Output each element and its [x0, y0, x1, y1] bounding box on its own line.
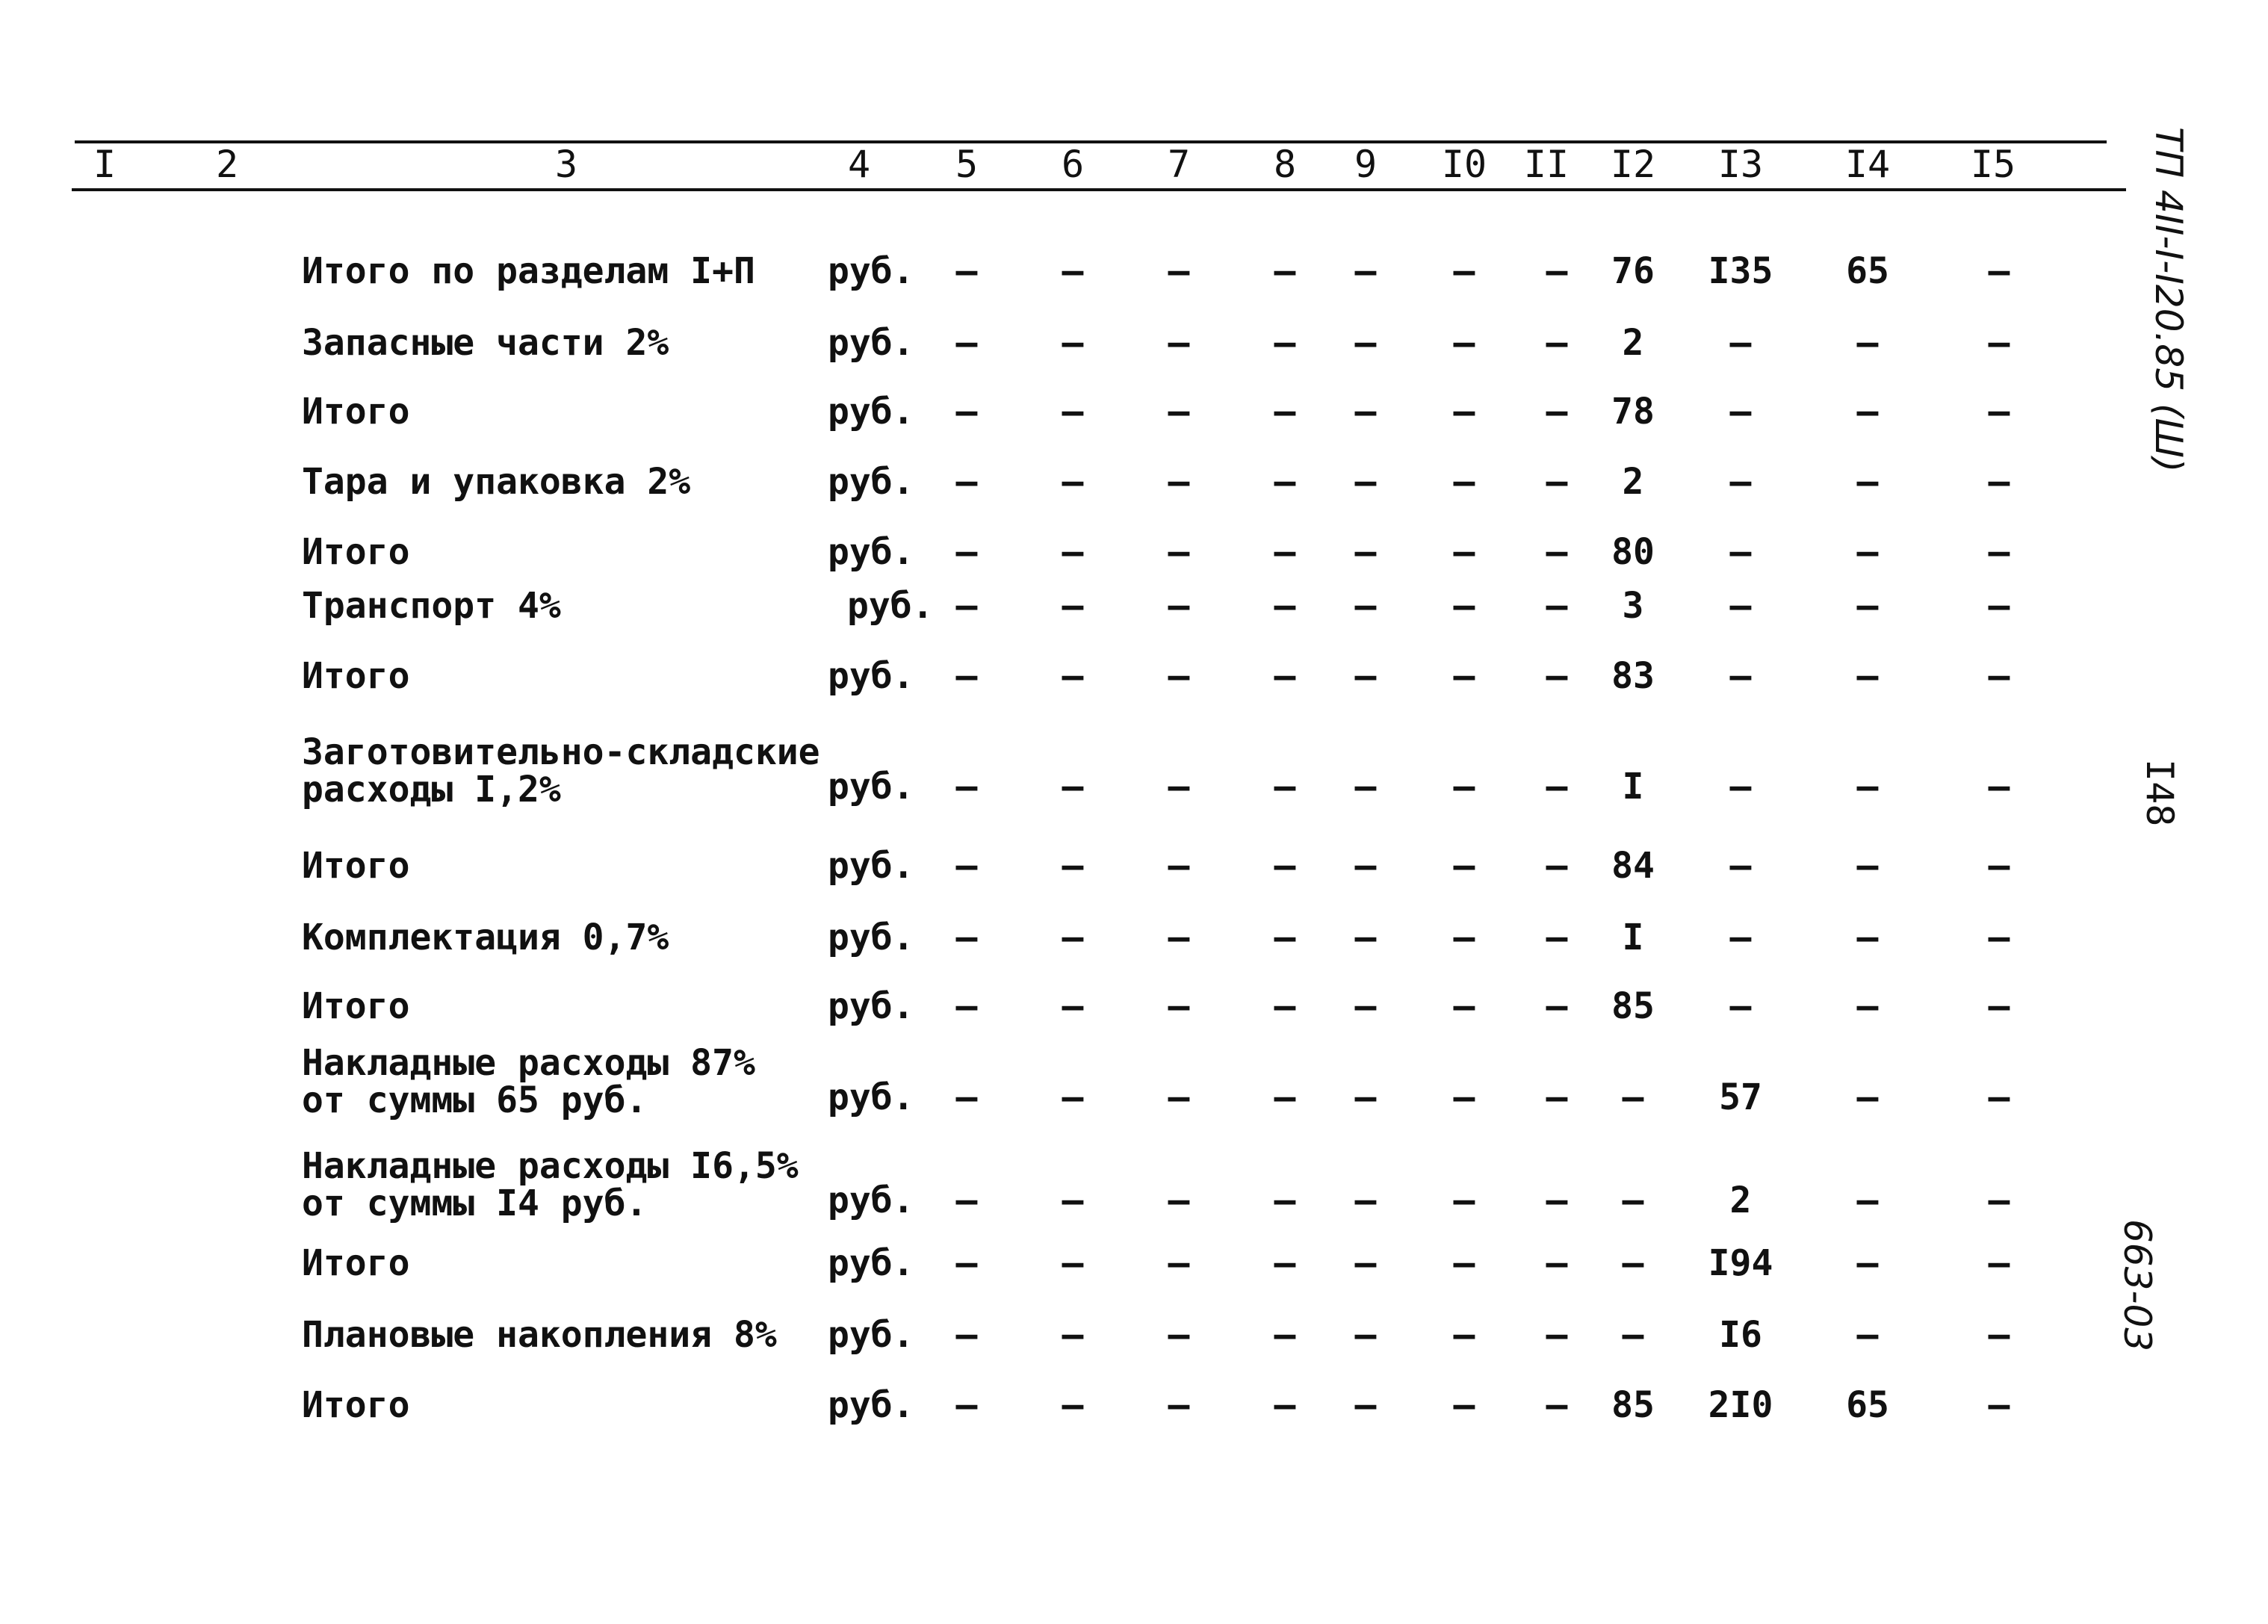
row-value-c11: – [1546, 531, 1568, 573]
row-value-c15: – [1988, 655, 2010, 697]
row-value-c15: – [1988, 917, 2010, 958]
row-description-line: Заготовительно-складские [302, 731, 820, 773]
row-value-c5: – [955, 1314, 978, 1356]
row-value-c8: – [1274, 531, 1296, 573]
row-description-line: от суммы I4 руб. [302, 1183, 648, 1224]
row-description [302, 587, 561, 625]
row-description-line: Итого [302, 1242, 410, 1284]
row-value-c10: – [1453, 845, 1475, 887]
row-description-line: Тара и упаковка 2% [302, 461, 691, 503]
row-unit: руб. [828, 531, 914, 573]
row-value-c11: – [1546, 322, 1568, 364]
row-value-c5: – [955, 391, 978, 433]
row-value-c9: – [1354, 461, 1377, 503]
row-value-c15: – [1988, 1242, 2010, 1284]
row-value-c12: – [1622, 1242, 1644, 1284]
row-value-c13: – [1729, 531, 1752, 573]
row-value-c10: – [1453, 1314, 1475, 1356]
row-value-c15: – [1988, 766, 2010, 808]
row-value-c9: – [1354, 1180, 1377, 1221]
row-value-c10: – [1453, 766, 1475, 808]
row-value-c9: – [1354, 766, 1377, 808]
row-description-line: Итого по разделам I+П [302, 250, 755, 292]
row-value-c12: 85 [1611, 1384, 1655, 1426]
row-value-c6: – [1062, 1242, 1084, 1284]
row-value-c5: – [955, 845, 978, 887]
row-value-c7: – [1168, 1242, 1190, 1284]
column-header: I3 [1717, 143, 1764, 186]
row-description-line: от суммы 65 руб. [302, 1079, 648, 1121]
column-header: II [1523, 143, 1570, 186]
row-description [302, 391, 410, 433]
row-unit: руб. [828, 322, 914, 364]
row-value-c5: – [955, 461, 978, 503]
row-value-c6: – [1062, 655, 1084, 697]
row-value-c12: 76 [1611, 250, 1655, 292]
column-header: I5 [1970, 143, 2016, 186]
row-value-c9: – [1354, 1384, 1377, 1426]
row-value-c11: – [1546, 1076, 1568, 1118]
row-value-c6: – [1062, 1314, 1084, 1356]
row-value-c10: – [1453, 1242, 1475, 1284]
row-value-c15: – [1988, 531, 2010, 573]
row-description [302, 324, 669, 362]
row-value-c8: – [1274, 1384, 1296, 1426]
row-description-line: Комплектация 0,7% [302, 917, 669, 958]
table-top-rule [75, 140, 2107, 143]
row-value-c14: – [1856, 531, 1879, 573]
row-value-c11: – [1546, 655, 1568, 697]
row-value-c6: – [1062, 531, 1084, 573]
column-header: I0 [1441, 143, 1487, 186]
row-value-c13: – [1729, 766, 1752, 808]
row-value-c15: – [1988, 1076, 2010, 1118]
column-header: 2 [215, 143, 239, 186]
row-value-c8: – [1274, 461, 1296, 503]
row-value-c6: – [1062, 1180, 1084, 1221]
row-value-c11: – [1546, 985, 1568, 1027]
row-value-c11: – [1546, 766, 1568, 808]
row-value-c7: – [1168, 391, 1190, 433]
row-value-c11: – [1546, 1242, 1568, 1284]
row-value-c10: – [1453, 985, 1475, 1027]
row-value-c12: – [1622, 1076, 1644, 1118]
row-value-c7: – [1168, 585, 1190, 627]
row-value-c8: – [1274, 1314, 1296, 1356]
row-description-line: расходы I,2% [302, 769, 561, 811]
row-value-c6: – [1062, 322, 1084, 364]
row-value-c8: – [1274, 1242, 1296, 1284]
row-description [302, 985, 410, 1027]
row-value-c6: – [1062, 250, 1084, 292]
row-value-c13: 2I0 [1708, 1384, 1773, 1426]
row-description [302, 252, 755, 290]
row-value-c5: – [955, 1242, 978, 1284]
row-unit: руб. [828, 917, 914, 958]
row-value-c12: 85 [1611, 985, 1655, 1027]
row-value-c9: – [1354, 985, 1377, 1027]
row-value-c14: – [1856, 322, 1879, 364]
row-value-c6: – [1062, 917, 1084, 958]
row-unit: руб. [828, 845, 914, 887]
row-value-c15: – [1988, 585, 2010, 627]
row-value-c10: – [1453, 917, 1475, 958]
row-value-c12: 2 [1622, 322, 1644, 364]
row-value-c15: – [1988, 1180, 2010, 1221]
row-description-line: Запасные части 2% [302, 322, 669, 364]
row-value-c15: – [1988, 391, 2010, 433]
column-header: I4 [1844, 143, 1891, 186]
row-value-c14: 65 [1846, 250, 1889, 292]
row-description [302, 845, 410, 887]
row-value-c10: – [1453, 585, 1475, 627]
row-value-c15: – [1988, 1384, 2010, 1426]
row-value-c7: – [1168, 845, 1190, 887]
row-value-c6: – [1062, 1384, 1084, 1426]
row-unit: руб. [828, 985, 914, 1027]
row-value-c14: – [1856, 1314, 1879, 1356]
row-value-c7: – [1168, 766, 1190, 808]
row-unit: руб. [828, 1314, 914, 1356]
row-description-line: Итого [302, 531, 410, 573]
row-value-c10: – [1453, 1180, 1475, 1221]
row-value-c15: – [1988, 1314, 2010, 1356]
row-value-c7: – [1168, 1180, 1190, 1221]
row-value-c8: – [1274, 322, 1296, 364]
row-description [302, 461, 691, 503]
row-value-c10: – [1453, 322, 1475, 364]
sheet-code: 663-03 [2116, 1219, 2159, 1352]
row-value-c6: – [1062, 461, 1084, 503]
row-value-c11: – [1546, 1384, 1568, 1426]
row-value-c7: – [1168, 1384, 1190, 1426]
row-value-c14: – [1856, 1076, 1879, 1118]
row-unit: руб. [847, 585, 934, 627]
row-value-c13: – [1729, 391, 1752, 433]
row-description-line: Итого [302, 655, 410, 697]
row-description-line: Накладные расходы I6,5% [302, 1145, 799, 1187]
row-value-c13: I35 [1708, 250, 1773, 292]
row-value-c14: – [1856, 985, 1879, 1027]
row-value-c11: – [1546, 917, 1568, 958]
row-value-c12: 2 [1622, 461, 1644, 503]
row-value-c10: – [1453, 655, 1475, 697]
column-header: 5 [955, 143, 979, 186]
row-value-c8: – [1274, 1180, 1296, 1221]
row-description-line: Транспорт 4% [302, 585, 561, 627]
row-value-c5: – [955, 1384, 978, 1426]
row-description-line: Итого [302, 985, 410, 1027]
row-value-c15: – [1988, 250, 2010, 292]
row-value-c15: – [1988, 461, 2010, 503]
row-value-c14: – [1856, 1242, 1879, 1284]
row-unit: руб. [828, 250, 914, 292]
row-value-c7: – [1168, 985, 1190, 1027]
row-value-c6: – [1062, 391, 1084, 433]
row-value-c7: – [1168, 250, 1190, 292]
row-description [302, 533, 410, 571]
row-value-c7: – [1168, 655, 1190, 697]
row-value-c11: – [1546, 250, 1568, 292]
row-value-c8: – [1274, 391, 1296, 433]
row-value-c11: – [1546, 845, 1568, 887]
row-value-c14: – [1856, 391, 1879, 433]
row-value-c13: – [1729, 655, 1752, 697]
row-unit: руб. [828, 655, 914, 697]
column-header: I2 [1610, 143, 1656, 186]
row-value-c8: – [1274, 766, 1296, 808]
row-description-line: Накладные расходы 87% [302, 1042, 755, 1084]
row-description-line: Плановые накопления 8% [302, 1314, 777, 1356]
row-unit: руб. [828, 1076, 914, 1118]
row-value-c7: – [1168, 1314, 1190, 1356]
row-value-c6: – [1062, 585, 1084, 627]
row-value-c8: – [1274, 1076, 1296, 1118]
row-value-c8: – [1274, 585, 1296, 627]
row-value-c13: 57 [1719, 1076, 1762, 1118]
row-description [302, 657, 410, 695]
row-description [302, 1316, 777, 1354]
row-description-line: Итого [302, 1384, 410, 1426]
row-description [302, 1386, 410, 1424]
row-value-c14: – [1856, 461, 1879, 503]
row-value-c9: – [1354, 1242, 1377, 1284]
row-value-c9: – [1354, 322, 1377, 364]
column-header: 3 [554, 143, 578, 186]
column-header: 7 [1167, 143, 1191, 186]
page-number: I48 [2138, 759, 2181, 827]
row-value-c7: – [1168, 322, 1190, 364]
row-value-c12: 84 [1611, 845, 1655, 887]
document-code: ТП 4II-I-I20.85 (Ш) [2147, 127, 2190, 473]
row-value-c10: – [1453, 1384, 1475, 1426]
row-description [302, 731, 820, 811]
row-value-c14: – [1856, 845, 1879, 887]
row-value-c10: – [1453, 391, 1475, 433]
row-value-c14: 65 [1846, 1384, 1889, 1426]
row-value-c5: – [955, 985, 978, 1027]
row-description-line: Итого [302, 391, 410, 433]
row-value-c6: – [1062, 845, 1084, 887]
row-value-c11: – [1546, 585, 1568, 627]
row-value-c8: – [1274, 917, 1296, 958]
row-value-c14: – [1856, 1180, 1879, 1221]
row-value-c13: 2 [1729, 1180, 1752, 1221]
row-value-c12: 3 [1622, 585, 1644, 627]
row-value-c10: – [1453, 250, 1475, 292]
row-value-c9: – [1354, 1076, 1377, 1118]
row-value-c13: – [1729, 585, 1752, 627]
row-value-c10: – [1453, 531, 1475, 573]
row-value-c6: – [1062, 1076, 1084, 1118]
row-unit: руб. [828, 766, 914, 808]
row-value-c6: – [1062, 985, 1084, 1027]
row-value-c9: – [1354, 250, 1377, 292]
row-value-c13: – [1729, 917, 1752, 958]
row-value-c14: – [1856, 585, 1879, 627]
row-value-c12: 83 [1611, 655, 1655, 697]
row-value-c12: 80 [1611, 531, 1655, 573]
row-description [302, 1147, 799, 1222]
row-value-c5: – [955, 1076, 978, 1118]
row-value-c8: – [1274, 845, 1296, 887]
column-header: 6 [1061, 143, 1085, 186]
row-value-c9: – [1354, 917, 1377, 958]
row-description [302, 1242, 410, 1284]
row-unit: руб. [828, 1384, 914, 1426]
row-value-c15: – [1988, 985, 2010, 1027]
row-value-c7: – [1168, 531, 1190, 573]
row-value-c12: I [1622, 917, 1644, 958]
row-value-c10: – [1453, 461, 1475, 503]
row-value-c7: – [1168, 461, 1190, 503]
row-value-c15: – [1988, 322, 2010, 364]
row-value-c13: I6 [1719, 1314, 1762, 1356]
table-header-rule [72, 188, 2126, 191]
row-description-line: Итого [302, 845, 410, 887]
row-value-c9: – [1354, 1314, 1377, 1356]
row-value-c5: – [955, 585, 978, 627]
row-value-c9: – [1354, 391, 1377, 433]
row-value-c8: – [1274, 655, 1296, 697]
row-value-c9: – [1354, 655, 1377, 697]
row-value-c15: – [1988, 845, 2010, 887]
row-value-c9: – [1354, 585, 1377, 627]
row-unit: руб. [828, 391, 914, 433]
row-value-c7: – [1168, 1076, 1190, 1118]
row-value-c8: – [1274, 250, 1296, 292]
row-value-c13: – [1729, 985, 1752, 1027]
row-value-c12: I [1622, 766, 1644, 808]
row-value-c13: – [1729, 845, 1752, 887]
row-value-c5: – [955, 1180, 978, 1221]
row-value-c6: – [1062, 766, 1084, 808]
row-unit: руб. [828, 1180, 914, 1221]
row-value-c14: – [1856, 766, 1879, 808]
column-header: 9 [1354, 143, 1378, 186]
row-value-c14: – [1856, 655, 1879, 697]
column-header: 8 [1273, 143, 1297, 186]
row-value-c5: – [955, 322, 978, 364]
row-value-c9: – [1354, 531, 1377, 573]
row-value-c5: – [955, 655, 978, 697]
column-header: 4 [847, 143, 871, 186]
row-value-c11: – [1546, 391, 1568, 433]
row-value-c8: – [1274, 985, 1296, 1027]
row-value-c9: – [1354, 845, 1377, 887]
row-value-c5: – [955, 531, 978, 573]
row-value-c5: – [955, 766, 978, 808]
row-value-c11: – [1546, 461, 1568, 503]
row-value-c12: – [1622, 1180, 1644, 1221]
row-unit: руб. [828, 1242, 914, 1284]
row-value-c10: – [1453, 1076, 1475, 1118]
row-value-c7: – [1168, 917, 1190, 958]
row-description [302, 919, 669, 956]
row-value-c5: – [955, 250, 978, 292]
row-value-c12: – [1622, 1314, 1644, 1356]
row-value-c11: – [1546, 1180, 1568, 1221]
row-value-c14: – [1856, 917, 1879, 958]
row-value-c12: 78 [1611, 391, 1655, 433]
row-value-c5: – [955, 917, 978, 958]
row-value-c13: – [1729, 322, 1752, 364]
row-value-c13: – [1729, 461, 1752, 503]
column-header: I [93, 143, 117, 186]
row-unit: руб. [828, 461, 914, 503]
row-description [302, 1044, 755, 1119]
row-value-c11: – [1546, 1314, 1568, 1356]
row-value-c13: I94 [1708, 1242, 1773, 1284]
